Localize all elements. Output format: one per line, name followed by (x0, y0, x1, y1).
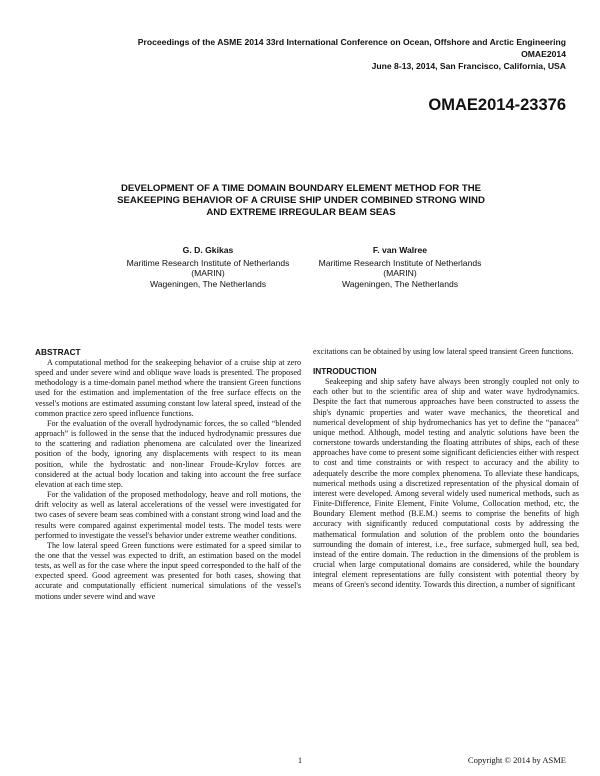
introduction-heading: INTRODUCTION (313, 366, 377, 377)
conference-header (46, 36, 566, 72)
author-affiliation: Maritime Research Institute of Netherlands (126, 257, 290, 268)
author-block-1 (108, 245, 308, 289)
conference-name: Proceedings of the ASME 2014 33rd International Conference on Ocean, Offshore and Arctic Engineering (137, 37, 566, 47)
author-name: F. van Walree (372, 245, 428, 255)
paper-id: OMAE2014-23376 (428, 96, 566, 114)
author-block-2 (300, 245, 500, 289)
author-affiliation: Maritime Research Institute of Netherlands (318, 257, 482, 268)
author-location: Wageningen, The Netherlands (341, 278, 459, 289)
abstract-paragraph: For the validation of the proposed methodology, heave and roll motions, the drift velocity as well as lateral accelerations of the vessel were investigated for two cases of severe beam seas combined with a constant strong wind load and the results were compared against experimental model tests. The model tests were performed to investigate the vessel's behavior under extreme weather conditions. (35, 490, 301, 540)
author-location: Wageningen, The Netherlands (149, 278, 267, 289)
conference-acronym: OMAE2014 (521, 49, 566, 59)
author-affiliation-abbrev: (MARIN) (383, 268, 417, 278)
paper-title (48, 183, 554, 219)
abstract-paragraph: A computational method for the seakeeping behavior of a cruise ship at zero speed and under severe wind and oblique wave loads is presented. The proposed methodology is a time-domain panel method where the transient Green functions used for the estimation and implementation of the free surface effects on the vessel's motions are estimated assuming constant low lateral speed, instead of the common practice zero speed influence functions. (35, 358, 301, 418)
title-line: AND EXTREME IRREGULAR BEAM SEAS (206, 207, 396, 218)
title-line: DEVELOPMENT OF A TIME DOMAIN BOUNDARY ELEMENT METHOD FOR THE (120, 183, 482, 194)
page-number: 1 (297, 755, 303, 765)
title-line: SEAKEEPING BEHAVIOR OF A CRUISE SHIP UNDER COMBINED STRONG WIND (117, 195, 485, 206)
abstract-paragraph: For the evaluation of the overall hydrodynamic forces, the so called “blended approach” is followed in the sense that the induced hydrodynamic pressures due to the scattering and radiation phenomena are calculated over the linearized position of the body, ignoring any displacements with respect to its mean position, while the hydrostatic and non-linear Froude-Krylov forces are considered at the actual body location and taking into account the free surface elevation at each time step. (35, 418, 301, 489)
conference-dates: June 8-13, 2014, San Francisco, California, USA (371, 61, 566, 71)
abstract-paragraph: The low lateral speed Green functions were estimated for a speed similar to the one that the vessel was expected to drift, an estimation based on the model tests, as well as for the case where the input speed corresponded to the half of the expected speed. Good agreement was presented for both cases, showing that accurate and computationally efficient numerical simulations of the vessel's motions under severe wind and wave (35, 540, 301, 601)
left-column (35, 347, 301, 602)
copyright-notice: Copyright © 2014 by ASME (467, 755, 566, 765)
abstract-paragraph-continued: excitations can be obtained by using low lateral speed transient Green functions. (313, 347, 574, 356)
author-name: G. D. Gkikas (182, 245, 234, 255)
abstract-heading: ABSTRACT (35, 347, 81, 357)
right-column (313, 347, 579, 590)
introduction-paragraph: Seakeeping and ship safety have always been strongly coupled not only to each other but to the scientific area of ship and water wave hydrodynamics. Despite the fact that numerous approaches have been constructed to assess the ship's dynamic properties and water wave mechanics, the theoretical and numerical development of ship hydromechanics has yet to define the “panacea” unique method. Although, model testing and analytic solutions have been the cornerstone towards understanding the floating attributes of ships, each of these approaches have come to present some significant deficiencies either with respect to cost and time constraints or with respect to accuracy and the ability to adequately describe the more complex phenomena. To alleviate these handicaps, numerical methods using a discretized representation of the physical domain of interest were developed. Among several widely used numerical methods, such as Finite-Difference, Finite Element, Finite Volume, Collocation method, etc, the Boundary Element method (B.E.M.) seems to comprise the benefits of high accuracy with significantly reduced computational costs by addressing the mathematical formulation and solution of the problem onto the boundaries surrounding the domain of interest, i.e., free surface, submerged hull, sea bed, instead of the entire domain. The reduction in the dimensions of the problem is crucial when large computational domains are considered, while the boundary integral element representations are fully consistent with potential theory by means of Green's second identity. Towards this direction, a number of significant (313, 377, 579, 590)
author-affiliation-abbrev: (MARIN) (191, 268, 225, 278)
